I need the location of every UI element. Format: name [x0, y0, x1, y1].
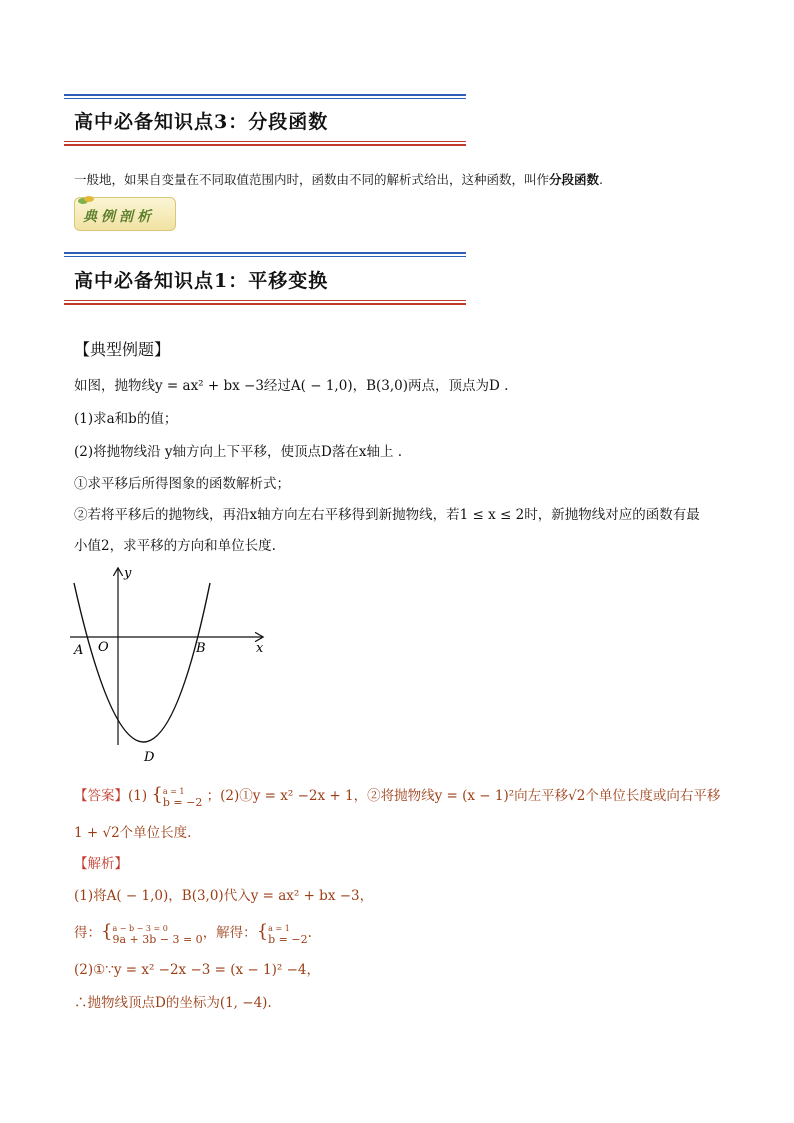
section-title-3: 高中必备知识点3：分段函数	[74, 111, 329, 133]
analysis-sys1-bot: 9a + 3b − 3 = 0	[112, 932, 203, 946]
answer-sys-bot: b = −2	[162, 795, 203, 809]
example-line-4: ①求平移后所得图象的函数解析式；	[74, 476, 290, 492]
parabola-graph	[66, 565, 276, 765]
analysis-brace-2: {	[256, 921, 269, 942]
header-rule-top-blue	[64, 94, 466, 96]
answer-tag: 【答案】	[74, 788, 128, 804]
analysis-sys1-top: a − b − 3 = 0	[112, 923, 168, 933]
example-line-6: 小值2，求平移的方向和单位长度.	[74, 538, 276, 554]
definition-part-a: 一般地，如果自变量在不同取值范围内时，函数由不同的解析式给出，这种函数，叫作	[74, 172, 550, 187]
header-rule-top-blue-2	[64, 252, 466, 254]
header-rule-bottom-red-thin	[64, 141, 466, 142]
example-line-2: (1)求a和b的值；	[74, 411, 178, 427]
definition-period: .	[599, 172, 604, 187]
answer-system	[163, 786, 202, 808]
example-heading: 【典型例题】	[74, 340, 171, 359]
example-line-1: 如图，抛物线y = ax² + bx −3经过A( − 1,0)，B(3,0)两点，顶点为D .	[74, 378, 509, 394]
answer-line-2: 1 + √2个单位长度.	[74, 825, 192, 841]
answer-line-1	[74, 785, 720, 808]
answer-part-2: ；(2)①y = x² −2x + 1，②将抛物线y = (x − 1)²向左平移√2个单位长度或向右平移	[206, 788, 721, 804]
badge-label: 典例剖析	[83, 209, 155, 225]
analysis-line-2	[74, 922, 312, 945]
section-title-1: 高中必备知识点1：平移变换	[74, 270, 329, 292]
analysis-line-1: (1)将A( − 1,0)，B(3,0)代入y = ax² + bx −3，	[74, 888, 374, 904]
definition-text	[74, 170, 603, 190]
analysis-sys2-bot: b = −2	[268, 932, 308, 946]
vertex-d-label: D	[144, 750, 155, 765]
analysis-brace-1: {	[101, 921, 113, 942]
header-rule-bottom-red-2	[64, 303, 466, 305]
example-line-5: ②若将平移后的抛物线，再沿x轴方向左右平移得到新抛物线，若1 ≤ x ≤ 2时，新抛物线对应的函数有最	[74, 507, 700, 523]
parabola-curve	[74, 583, 210, 742]
point-b-label: B	[196, 641, 206, 656]
header-rule-top-blue-thin	[64, 98, 466, 99]
example-analysis-badge	[74, 197, 176, 231]
analysis-line-2-mid: ，解得：	[202, 925, 257, 941]
example-line-3: (2)将抛物线沿 y轴方向上下平移，使顶点D落在x轴上 .	[74, 444, 403, 460]
answer-part-1: (1)	[128, 788, 148, 804]
answer-sys-top: a = 1	[162, 786, 185, 796]
origin-label: O	[98, 640, 109, 655]
x-axis-label: x	[256, 641, 264, 656]
analysis-tag: 【解析】	[74, 856, 128, 872]
definition-term: 分段函数	[549, 172, 600, 187]
answer-brace: {	[151, 784, 163, 805]
analysis-sys2-top: a = 1	[268, 923, 290, 933]
y-axis-label: y	[124, 566, 132, 581]
analysis-line-2-prefix: 得：	[74, 925, 101, 941]
header-rule-bottom-red	[64, 144, 466, 146]
header-rule-top-blue-thin-2	[64, 256, 466, 257]
point-a-label: A	[74, 643, 84, 658]
analysis-system-1	[112, 923, 202, 945]
header-rule-bottom-red-thin-2	[64, 300, 466, 301]
analysis-line-4: ∴抛物线顶点D的坐标为(1, −4).	[74, 995, 272, 1011]
analysis-system-2	[268, 923, 307, 945]
analysis-line-3: (2)①∵y = x² −2x −3 = (x − 1)² −4，	[74, 962, 320, 978]
analysis-line-2-end: .	[307, 925, 312, 941]
